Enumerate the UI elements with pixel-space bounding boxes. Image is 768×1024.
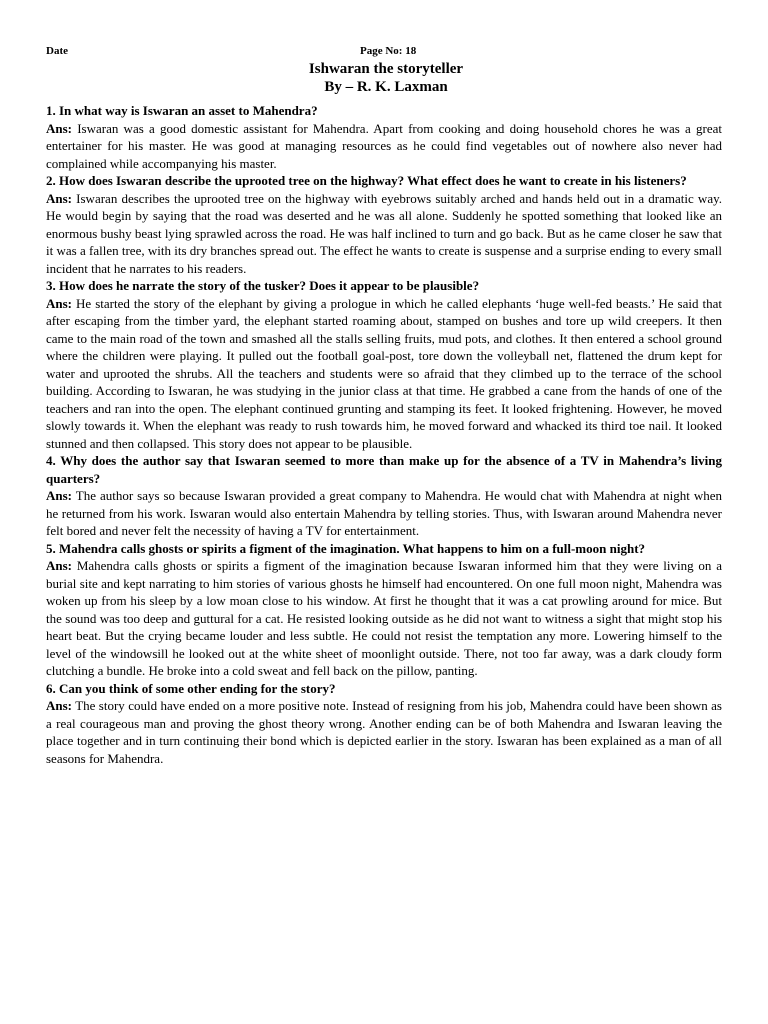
answer-text: Iswaran describes the uprooted tree on the highway with eyebrows suitably arched and hands held out in a dramatic way. He would begin by saying that the road was deserted and he was all alone. Suddenly he spotted something that looked like an enormous bushy beast lying sprawled across the road. He was half inclined to turn and go back. But as he came closer he saw that it was a fallen tree, with its dry branches spread out. The effect he wants to create is suspense and a surprise ending to every small incident that he narrates to his readers. — [46, 190, 722, 276]
answer-6 — [46, 697, 722, 767]
question-6: 6. Can you think of some other ending for the story? — [46, 680, 336, 696]
question-2: 2. How does Iswaran describe the uprooted tree on the highway? What effect does he want to create in his listeners? — [46, 173, 687, 188]
answer-text: The author says so because Iswaran provided a great company to Mahendra. He would chat with Mahendra at night when he returned from his work. Iswaran would also entertain Mahendra by telling stories. Thus, with Iswaran around Mahendra never felt bored and never felt the necessity of having a TV for entertainment. — [46, 488, 723, 538]
answer-3 — [46, 295, 722, 453]
answer-text: Mahendra calls ghosts or spirits a figment of the imagination because Iswaran informed him that they were living on a burial site and kept narrating to him stories of various ghosts he himself had encountered. On one full moon night, Mahendra was woken up from his sleep by a low moan close to his window. At first he thought that it was a cat prowling around for mice. But the sound was too deep and guttural for a cat. He resisted looking outside as he did not want to witness a sight that might stop his heart beat. But the crying became louder and less subtle. He could not resist the temptation any more. Lowering himself to the level of the windowsill he looked out at the white sheet of moonlight outside. There, not too far away, was a dark cloudy form clutching a bundle. He broke into a cold sweat and fell back on the pillow, panting. — [46, 558, 722, 678]
question-4: 4. Why does the author say that Iswaran seemed to more than make up for the absence of a TV in Mahendra’s living quarters? — [46, 453, 722, 486]
author-byline: By – R. K. Laxman — [324, 79, 448, 95]
answer-text: The story could have ended on a more positive note. Instead of resigning from his job, Mahendra could have been shown as a real courageous man and proving the ghost theory wrong. Another ending can be of both Mahendra and Iswaran leaving the place together and in turn continuing their bond which is depicted earlier in the story. Iswaran has been explained as a man of all seasons for Mahendra. — [46, 698, 722, 766]
document-page — [46, 45, 722, 767]
qa-list — [46, 102, 722, 767]
document-title: Ishwaran the storyteller — [308, 61, 464, 77]
answer-label: Ans: — [46, 295, 73, 311]
answer-5 — [46, 557, 722, 680]
page-number: Page No: 18 — [360, 45, 417, 57]
answer-label: Ans: — [46, 558, 73, 573]
answer-label: Ans: — [46, 190, 73, 206]
date-label: Date — [46, 45, 68, 57]
page-header — [46, 45, 722, 60]
answer-text: Iswaran was a good domestic assistant for Mahendra. Apart from cooking and doing household chores he was a great entertainer for his master. He was good at managing resources as he could find vegetables out of nowhere also never had complained while accompanying his master. — [46, 120, 723, 171]
answer-4 — [46, 487, 722, 540]
answer-2 — [46, 190, 722, 278]
answer-label: Ans: — [46, 488, 73, 503]
answer-label: Ans: — [46, 120, 73, 136]
question-1: 1. In what way is Iswaran an asset to Mahendra? — [46, 103, 318, 118]
answer-text: He started the story of the elephant by giving a prologue in which he called elephants ‘huge well-fed beasts.’ He said that after escaping from the timber yard, the elephant started roaming about, stamped on bushes and tore up wild creepers. It then came to the main road of the town and smashed all the stalls selling fruits, mud pots, and clothes. It then entered a school ground where the children were playing. It pulled out the football goal-post, tore down the volleyball net, flattened the drum kept for water and uprooted the shrubs. All the teachers and students were so afraid that they climbed up to the terrace of the school building. According to Iswaran, he was studying in the junior class at that time. He grabbed a cane from the hands of one of the teachers and ran into the open. The elephant continued grunting and stamping its feet. It looked frightening. However, he moved slowly towards it. When the elephant was ready to rush towards him, he moved forward and whacked its third toe nail. It looked stunned and then collapsed. This story does not appear to be plausible. — [46, 295, 723, 451]
answer-label: Ans: — [46, 698, 73, 713]
answer-1 — [46, 120, 722, 173]
question-5: 5. Mahendra calls ghosts or spirits a figment of the imagination. What happens to him on a full-moon night? — [46, 540, 646, 556]
question-3: 3. How does he narrate the story of the tusker? Does it appear to be plausible? — [46, 278, 480, 293]
